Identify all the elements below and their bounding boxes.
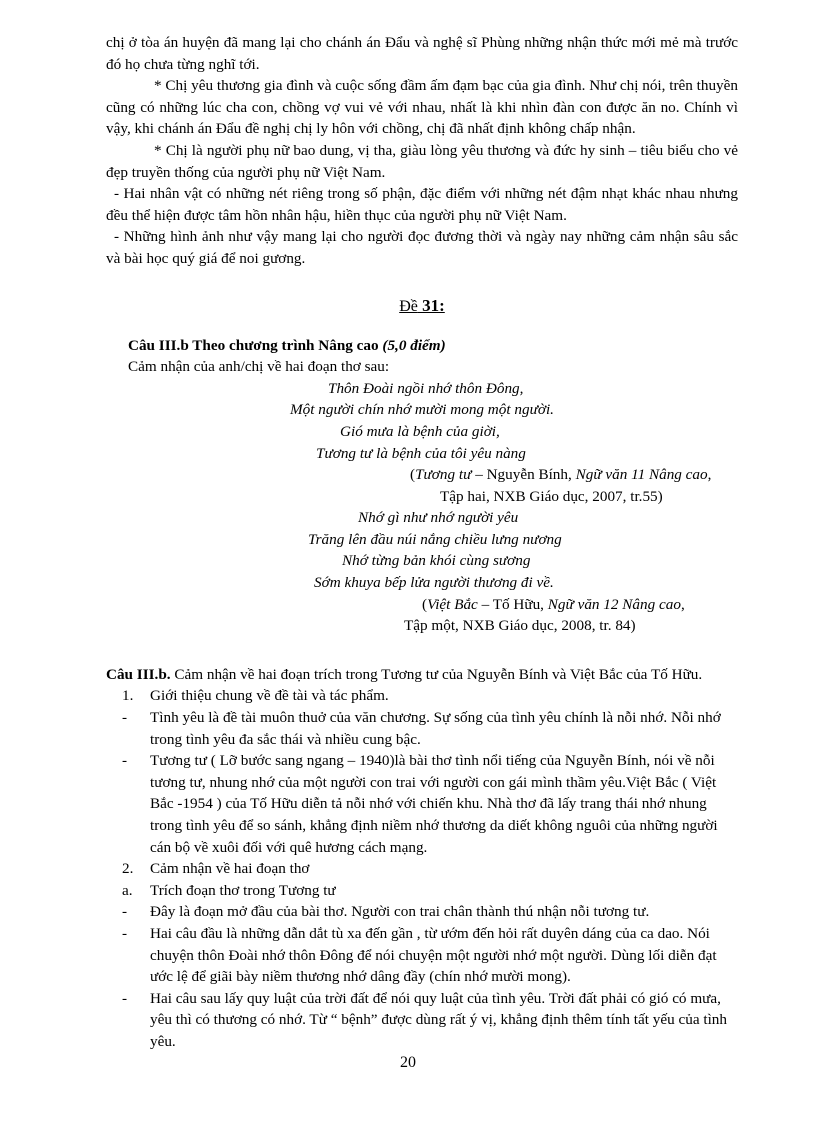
poem-line: Trăng lên đầu núi nắng chiều lưng nương — [308, 530, 562, 548]
citation-part: ( — [422, 595, 428, 613]
document-page — [106, 32, 738, 1053]
list-item — [122, 988, 738, 1053]
citation-book: Ngữ văn 12 Nâng cao — [547, 595, 681, 613]
list-marker: - — [122, 752, 128, 770]
citation-part: , — [680, 595, 685, 613]
paragraph: - Hai nhân vật có những nét riêng trong số phận, đặc điểm với những nét đậm nhạt khác nhau nhưng đều thể hiện được tâm hồn nhân hậu, hiền thục của người phụ nữ Việt Nam. — [106, 185, 738, 224]
citation-title: Tương tư — [415, 466, 472, 484]
list-item-text: Hai câu đầu là những dẫn dắt tù xa đến gần , từ ướm đến hỏi rất duyên dáng của ca dao. Nói chuyện thôn Đoài nhớ thôn Đông để nói chuyện một người nhớ một người. Dùng lối diễn đạt ước lệ để giãi bày niềm thương nhớ dâng đầy (chín nhớ mười mong). — [150, 924, 717, 986]
page-number: 20 — [400, 1054, 416, 1071]
answer-label: Câu III.b. — [106, 665, 171, 683]
list-item — [122, 901, 738, 923]
list-marker: 2. — [122, 860, 134, 878]
list-item — [122, 923, 738, 988]
list-marker: - — [122, 989, 128, 1007]
list-marker: - — [122, 709, 128, 727]
citation-part: ( — [410, 466, 416, 484]
poem-line: Gió mưa là bệnh của giời, — [340, 422, 500, 440]
answer-heading-text: Cảm nhận về hai đoạn trích trong Tương tư của Nguyễn Bính và Việt Bắc của Tố Hữu. — [170, 665, 703, 683]
question-heading — [128, 335, 738, 357]
list-item-text: Cảm nhận về hai đoạn thơ — [150, 860, 310, 878]
list-item — [122, 880, 738, 902]
list-item — [122, 685, 738, 707]
poem-line: Một người chín nhớ mười mong một người. — [290, 401, 554, 419]
paragraph: chị ở tòa án huyện đã mang lại cho chánh án Đẩu và nghệ sĩ Phùng những nhận thức mới mẻ mà trước đó họ chưa từng nghĩ tới. — [106, 34, 738, 73]
poem-citation — [422, 594, 738, 616]
poem-line: Nhớ từng bản khói cùng sương — [342, 552, 531, 570]
list-item — [122, 858, 738, 880]
paragraph: - Những hình ảnh như vậy mang lại cho người đọc đương thời và ngày nay những cảm nhận sâu sắc và bài học quý giá để noi gương. — [106, 228, 738, 267]
exam-title — [106, 295, 738, 317]
question-prompt: Cảm nhận của anh/chị về hai đoạn thơ sau: — [128, 358, 390, 376]
citation-part: – Nguyễn Bính, — [471, 466, 576, 484]
list-item-text: Trích đoạn thơ trong Tương tư — [150, 881, 336, 899]
poem-excerpt-2 — [106, 507, 738, 593]
list-marker: 1. — [122, 687, 134, 705]
poem-citation-line-2: Tập hai, NXB Giáo dục, 2007, tr.55) — [440, 487, 663, 505]
exam-title-number: 31: — [417, 295, 445, 315]
question-points: (5,0 điểm) — [382, 336, 446, 354]
paragraph: * Chị yêu thương gia đình và cuộc sống đầm ấm đạm bạc của gia đình. Như chị nói, trên thuyền cũng có những lúc cha con, chồng vợ vui vẻ với nhau, nhất là khi nhìn đàn con được ăn no. Chính vì vậy, khi chánh án Đẩu đề nghị chị ly hôn với chồng, chị đã nhất định không chấp nhận. — [106, 77, 738, 138]
list-item-text: Đây là đoạn mở đầu của bài thơ. Người con trai chân thành thú nhận nỗi tương tư. — [150, 903, 650, 921]
question-heading-text: Câu III.b Theo chương trình Nâng cao — [128, 336, 379, 354]
list-item — [122, 707, 738, 750]
list-item-text: Hai câu sau lấy quy luật của trời đất để nói quy luật của tình yêu. Trời đất phải có gió có mưa, yêu thì có thương có nhớ. Từ “ bệnh” được dùng rất ý vị, khẳng định thêm tính tất yếu của tình yêu. — [150, 989, 727, 1050]
poem-line: Thôn Đoài ngồi nhớ thôn Đông, — [328, 379, 524, 397]
list-marker: - — [122, 924, 128, 942]
answer-list — [122, 685, 738, 1052]
poem-citation — [410, 464, 738, 486]
list-item-text: Giới thiệu chung về đề tài và tác phẩm. — [150, 687, 389, 705]
exam-title-prefix: Đề — [399, 297, 418, 315]
poem-excerpt-1 — [106, 378, 738, 464]
list-marker: a. — [122, 881, 133, 899]
list-item-text: Tình yêu là đề tài muôn thuở của văn chương. Sự sống của tình yêu chính là nỗi nhớ. Nỗi nhớ trong tình yêu đa sắc thái và nhiều cung bậc. — [150, 709, 721, 748]
paragraph: * Chị là người phụ nữ bao dung, vị tha, giàu lòng yêu thương và đức hy sinh – tiêu biểu cho vẻ đẹp truyền thống của người phụ nữ Việt Nam. — [106, 141, 738, 181]
citation-part: , — [707, 466, 712, 484]
list-item-text: Tương tư ( Lỡ bước sang ngang – 1940)là bài thơ tình nổi tiếng của Nguyễn Bính, nói về nỗi tương tư, nhung nhớ của một người con trai với người con gái mình thầm yêu.Việt Bắc ( Việt Bắc -1954 ) của Tố Hữu diễn tả nỗi nhớ với chiến khu. Nhà thơ đã lấy trang thái nhớ nhung trong tình yêu để so sánh, khẳng định niềm nhớ thương da diết không nguôi của những người cán bộ về xuôi đối với quê hương cách mạng. — [150, 752, 718, 856]
answer-heading — [106, 664, 738, 686]
citation-book: Ngữ văn 11 Nâng cao — [575, 466, 708, 484]
list-item — [122, 750, 738, 858]
poem-line: Nhớ gì như nhớ người yêu — [358, 509, 519, 527]
citation-title: Việt Bắc — [427, 595, 478, 613]
poem-citation-line-2: Tập một, NXB Giáo dục, 2008, tr. 84) — [404, 617, 636, 635]
list-marker: - — [122, 903, 128, 921]
poem-line: Tương tư là bệnh của tôi yêu nàng — [316, 444, 526, 462]
citation-part: – Tố Hữu, — [477, 595, 548, 613]
poem-line: Sớm khuya bếp lửa người thương đi về. — [314, 574, 554, 592]
